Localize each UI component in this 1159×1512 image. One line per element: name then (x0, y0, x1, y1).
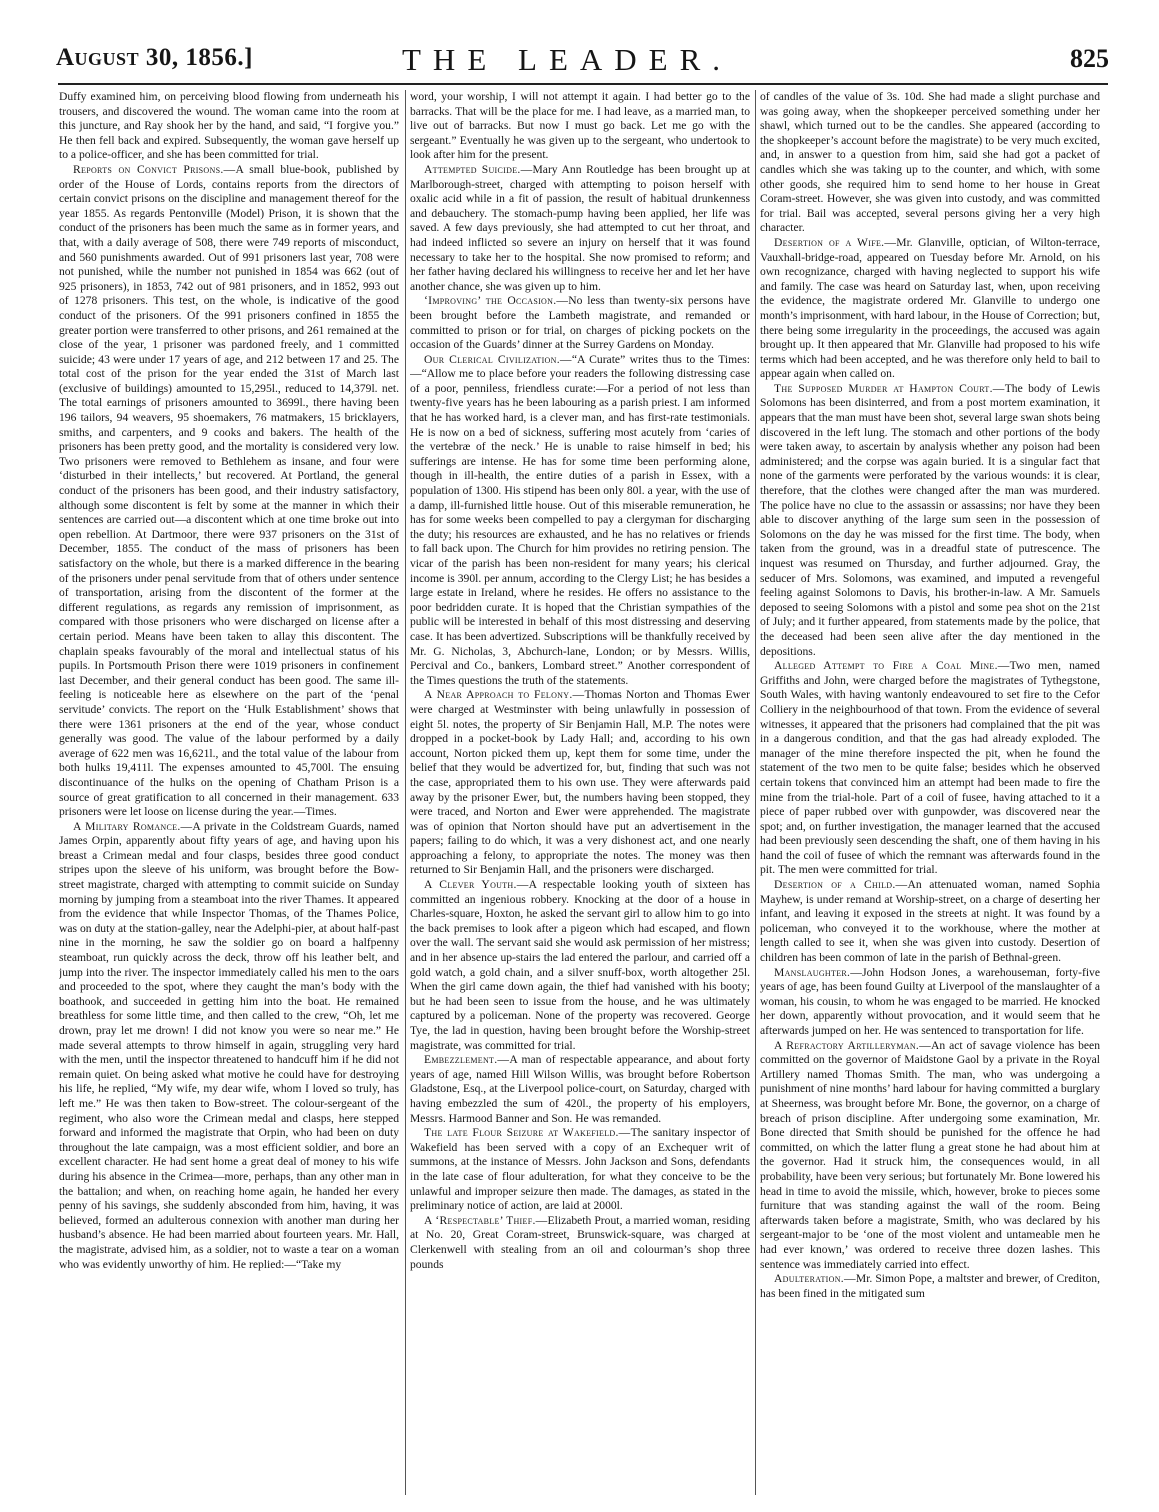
article-body: “A Curate” writes thus to the Times:—“Allow me to place before your readers the following distressing case of a poor, penniless, friendless curate:—For a period of not less than twenty-five years has he been labouring as a parish priest. I am informed that he has worked hard, is a clever man, and has first-rate testimonials. He is now on a bed of sickness, suffering most acutely from ‘caries of the vertebræ of the neck.’ He is unable to raise himself in bed; his sufferings are intense. He has for some time been performing alone, though in ill-health, the entire duties of a parish in Essex, with a population of 1300. His stipend has been only 80l. a year, with the use of a damp, ill-furnished little house. Out of this miserable remuneration, he has for some weeks been compelled to pay a clergyman for discharging the duty; his resources are exhausted, and he has no relatives or friends to fall back upon. The Church for him provides no retiring pension. The vicar of the parish has been non-resident for many years; his clerical income is 390l. per annum, according to the Clergy List; he has besides a large estate in Ireland, where he resides. He offers no assistance to the poor bedridden curate. It is hoped that the Christian sympathies of the public will be interested in behalf of this most distressing and deserving case. It has been advertized. Subscriptions will be thankfully received by Mr. G. Nicholas, 3, Abchurch-lane, London; or by Messrs. Willis, Percival and Co., bankers, Lombard street.” Another correspondent of the Times questions the truth of the statements. (410, 352, 750, 687)
article-paragraph (410, 1126, 750, 1214)
article-paragraph (760, 659, 1100, 878)
article-paragraph (410, 688, 750, 878)
article-heading: A Near Approach to Felony.— (424, 688, 585, 702)
article-body: An attenuated woman, named Sophia Mayhew, is under remand at Worship-street, on a charge of deserting her infant, and leaving it exposed in the streets at night. It was found by a policeman, who conveyed it to the workhouse, where the mother at length called to see it, when she was given into custody. Desertion of children has been common of late in the parish of Bethnal-green. (760, 878, 1100, 965)
article-body: A private in the Coldstream Guards, named James Orpin, apparently about fifty years of age, and having upon his breast a Crimean medal and four clasps, besides three good conduct stripes upon the sleeve of his uniform, was brought before the Bow-street magistrate, charged with attempting to commit suicide on Sunday morning by jumping from a steamboat into the river Thames. It appeared from the evidence that while Inspector Thomas, of the Thames Police, was on duty at the station-galley, near the Adelphi-pier, at about half-past nine in the morning, he saw the soldier go on board a halfpenny steamboat, run quickly across the deck, throw off his leather belt, and jump into the river. The inspector immediately called his men to the oars and proceeded to the spot, where they caught the man’s body with the boathook, and succeeded in getting him into the boat. He remained breathless for some little time, and then called to the crew, “Oh, let me drown, pray let me drown! I did not know you were so near me.” He made several attempts to throw himself in again, struggling very hard with the men, until the inspector threatened to handcuff him if he did not remain quiet. On being asked what motive he could have for destroying his life, he replied, “My wife, my dear wife, whom I loved so truly, has left me.” He was then taken to Bow-street. The colour-sergeant of the regiment, who also wore the Crimean medal and clasps, here stepped forward and informed the magistrate that Orpin, who had been on duty throughout the late campaign, was a most efficient soldier, and bore an excellent character. He had sent home a great deal of money to his wife during his absence in the Crimea—more, perhaps, than any other man in the battalion; and when, on reaching home again, he handed her every penny of his savings, she suddenly absconded from him, having, it was believed, formed an adulterous connexion with another man during her husband’s absence. He had been married about fourteen years. Mr. Hall, the magistrate, advised him, as a soldier, not to waste a tear on a woman who was evidently unworthy of him. He replied:—“Take my (59, 819, 399, 1271)
article-heading: A ‘Respectable’ Thief.— (424, 1213, 548, 1227)
article-body: No less than twenty-six persons have been brought before the Lambeth magistrate, and remanded or committed to prison or for trial, on charges of picking pockets on the occasion of the Guards’ dinner at the Surrey Gardens on Monday. (410, 294, 750, 352)
article-heading: The Supposed Murder at Hampton Court.— (774, 381, 1005, 395)
article-body: Thomas Norton and Thomas Ewer were charged at Westminster with being unlawfully in possession of eight 5l. notes, the property of Sir Benjamin Hall, M.P. The notes were dropped in a pocket-book by Lady Hall; and, according to his own account, Norton picked them up, kept them for some time, under the belief that they would be advertized for, but, finding that such was not the case, appropriated them to his own use. They were afterwards paid away by the prisoner Ewer, but, the numbers having been stopped, they were traced, and Norton and Ewer were apprehended. The magistrate was of opinion that Norton should have put an advertisement in the papers; failing to do which, it was a very dishonest act, and one nearly approaching a felony, to appropriate the notes. The money was then returned to Sir Benjamin Hall, and the prisoners were discharged. (410, 688, 750, 877)
article-heading: A Clever Youth.— (424, 878, 529, 892)
article-body: The sanitary inspector of Wakefield has been served with a copy of an Exchequer writ of summons, at the instance of Messrs. John Jackson and Sons, defendants in the late case of flour adulteration, for what they conceive to be the unlawful and improper seizure then made. The damages, as stated in the preliminary notice of action, are laid at 2000l. (410, 1126, 750, 1213)
article-paragraph (410, 90, 750, 163)
article-heading: The late Flour Seizure at Wakefield.— (424, 1126, 631, 1140)
article-heading: Reports on Convict Prisons.— (73, 162, 236, 176)
article-heading: A Military Romance.— (73, 819, 193, 833)
article-body: word, your worship, I will not attempt it again. I had better go to the barracks. That will be the place for me. I had leave, as a married man, to live out of barracks. But now I must go back. Let me go with the sergeant.” Eventually he was given up to the sergeant, who undertook to look after him for the present. (410, 90, 750, 162)
column-2 (410, 90, 750, 1495)
article-paragraph (59, 90, 399, 163)
issue-date: August 30, 1856.] (56, 44, 253, 71)
article-body: A man of respectable appearance, and about forty years of age, named Hill Wilson Willis, was brought before Robertson Gladstone, Esq., at the Liverpool police-court, on Saturday, charged with having embezzled the sum of 420l., the property of his employers, Messrs. Harmood Banner and Son. He was remanded. (410, 1053, 750, 1125)
article-paragraph (760, 878, 1100, 966)
article-body: The body of Lewis Solomons has been disinterred, and from a post mortem examination, it appears that the man must have been shot, several large swan shots being discovered in the left lung. The stomach and other portions of the body were taken away, to ascertain by analysis whether any poison had been administered; and the corpse was again buried. It is a singular fact that none of the garments were perforated by the various wounds: it is clear, therefore, that the clothes were changed after the man was murdered. The police have no clue to the assassin or assassins; nor have they been able to discover anything of the large sum seen in the possession of Solomons on the day he was missed for the first time. The body, when taken from the ground, was in a dreadful state of putrescence. The inquest was resumed on Thursday, and further adjourned. Gray, the seducer of Mrs. Solomons, was examined, and imputed a revengeful feeling against Solomons to Davis, his brother-in-law. A Mr. Samuels deposed to seeing Solomons with a pistol and some pea shot on the 21st of July; and it further appeared, from statements made by the police, that the deceased had been seen alive after the day mentioned in the depositions. (760, 381, 1100, 658)
page-header (0, 0, 1159, 86)
article-body: Mr. Glanville, optician, of Wilton-terrace, Vauxhall-bridge-road, appeared on Tuesday before Mr. Arnold, on his own recognizance, charged with having neglected to support his wife and family. The case was heard on Saturday last, when, upon receiving the evidence, the magistrate ordered Mr. Glanville to undergo one month’s imprisonment, with hard labour, in the House of Correction; but, there being some irregularity in the proceedings, the accused was again brought up. It then appeared that Mr. Glanville had proposed to his wife terms which had been accepted, and he was therefore only held to bail to appear again when called on. (760, 235, 1100, 381)
article-paragraph (760, 236, 1100, 382)
header-rule (58, 83, 1108, 85)
article-paragraph (59, 163, 399, 820)
article-body: Duffy examined him, on perceiving blood flowing from underneath his trousers, and discovered the wound. The woman came into the room at this juncture, and Ray shook her by the hand, and said, “I forgive you.” He then fell back and expired. Subsequently, the woman gave herself up to a police-officer, and she has been committed for trial. (59, 90, 399, 162)
article-body: John Hodson Jones, a warehouseman, forty-five years of age, has been found Guilty at Liverpool of the manslaughter of a woman, his cousin, to whom he was engaged to be married. He knocked her down, apparently without provocation, and it would seem that he afterwards jumped on her. He was sentenced to transportation for life. (760, 965, 1100, 1037)
article-body: Elizabeth Prout, a married woman, residing at No. 20, Great Coram-street, Brunswick-square, was charged at Clerkenwell with stealing from an oil and colourman’s shop three pounds (410, 1213, 750, 1271)
article-heading: Adulteration.— (774, 1272, 856, 1286)
article-heading: Manslaughter.— (774, 965, 863, 979)
article-heading: Embezzlement.— (424, 1053, 510, 1067)
column-divider (405, 90, 406, 1495)
column-3 (760, 90, 1100, 1495)
article-heading: Desertion of a Child.— (774, 878, 908, 892)
article-body: A small blue-book, published by order of the House of Lords, contains reports from the directors of certain convict prisons on the discipline and management thereof for the year 1855. As regards Pentonville (Model) Prison, it is shown that the conduct of the prisoners has been much the same as in former years, and that, with a daily average of 508, there were 749 reports of misconduct, and 560 punishments awarded. Out of 991 prisoners last year, 708 were not punished, while the number not punished in 1854 was 662 (out of 925 prisoners), in 1853, 742 out of 981 prisoners, and in 1852, 993 out of 1278 prisoners. This test, on the whole, is indicative of the good conduct of the prisoners. Of the 991 prisoners confined in 1855 the greater portion were transferred to other prisons, and 261 remained at the close of the year, 1 prisoner was pardoned freely, and 1 committed suicide; 43 were under 17 years of age, and 212 between 17 and 25. The total cost of the prison for the year ended the 31st of March last (exclusive of buildings) amounted to 15,295l., reduced to 14,379l. net. The total earnings of prisoners amounted to 3699l., there having been 196 tailors, 94 weavers, 95 shoemakers, 76 matmakers, 15 bricklayers, smiths, and carpenters, and 9 cooks and bakers. The health of the prisoners has been pretty good, and the mortality is considered very low. Two prisoners were removed to Bethlehem as insane, and four were ‘disturbed in their intellects,’ but recovered. At Portland, the general conduct of the prisoners has been good, and their industry satisfactory, although some discontent is felt by some at the manner in which their sentences are carried out—a discontent which at one time broke out into open rebellion. At Dartmoor, there were 937 prisoners on the 31st of December, 1855. The conduct of the mass of prisoners has been satisfactory on the whole, but there is a marked difference in the bearing of the prisoners under penal servitude from that of others under sentence of transportation, arising from the discontent of the former at the different regulations, as regards any remission of imprisonment, as compared with those prisoners who were discharged on license after a certain period. Means have been taken to allay this discontent. The chaplain speaks favourably of the moral and intellectual status of his pupils. In Portsmouth Prison there were 1019 prisoners in confinement last December, and their general conduct has been good. The same ill-feeling is noticeable here as elsewhere on the part of the ‘penal servitude’ convicts. The report on the ‘Hulk Establishment’ shows that there were 1361 prisoners at the end of the year, whose conduct generally was good. The value of the labour performed by a daily average of 622 men was 16,621l., and the total value of the labour from both hulks 19,411l. The expenses amounted to 45,700l. The ensuing discontinuance of the hulks on the opening of Chatham Prison is a source of great gratification to all concerned in their management. 633 prisoners were let loose on license during the year.—Times. (59, 162, 399, 819)
masthead-title: THE LEADER. (402, 42, 733, 77)
article-heading: Desertion of a Wife.— (774, 235, 897, 249)
article-body: of candles of the value of 3s. 10d. She had made a slight purchase and was going away, when the shopkeeper perceived something under her shawl, which turned out to be the candles. She appeared (according to the shopkeeper’s account before the magistrate) to be very much excited, and, in answer to a question from him, said she had got a packet of candles which she was taking up to the counter, and which, with some other goods, she required him to send home to her house in Great Coram-street. However, she was given into custody, and was committed for trial. Bail was accepted, several persons giving her a very high character. (760, 90, 1100, 235)
article-paragraph (760, 966, 1100, 1039)
article-paragraph (410, 1053, 750, 1126)
article-body: A respectable looking youth of sixteen has committed an ingenious robbery. Knocking at the door of a house in Charles-square, Hoxton, he asked the servant girl to allow him to go into the back premises to look after a pigeon which had escaped, and flown over the wall. The servant said she would ask permission of her mistress; and in her absence up-stairs the lad entered the parlour, and carried off a gold watch, a gold chain, and a silver snuff-box, worth altogether 25l. When the girl came down again, the thief had vanished with his booty; but he had been seen to issue from the house, and he was ultimately captured by a policeman. None of the property was recovered. George Tye, the lad in question, having been brought before the Worship-street magistrate, was committed for trial. (410, 878, 750, 1052)
column-divider (755, 90, 756, 1495)
article-paragraph (760, 1039, 1100, 1273)
article-heading: Alleged Attempt to Fire a Coal Mine.— (774, 659, 1010, 673)
article-paragraph (59, 820, 399, 1272)
article-paragraph (410, 1214, 750, 1272)
article-body: Two men, named Griffiths and John, were charged before the magistrates of Tythegstone, South Wales, with having wantonly endeavoured to set fire to the Cefor Colliery in the neighbourhood of that town. From the evidence of several witnesses, it appeared that the prisoners had complained that the pit was in a dangerous condition, and that the gas had already exploded. The manager of the mine therefore inspected the pit, when he found the statement of the two men to be quite false; besides which he observed certain tokens that convinced him an attempt had been made to fire the mine from the trial-hole. Part of a coil of fusee, having attached to it a piece of paper rubbed over with gunpowder, was discovered near the spot; and, on further investigation, the manager learned that the accused had been previously seen descending the shaft, one of them having in his hand the coil of fusee of which the remnant was afterwards found in the pit. The men were committed for trial. (760, 659, 1100, 877)
article-paragraph (760, 1272, 1100, 1301)
article-body: Mr. Simon Pope, a maltster and brewer, of Crediton, has been fined in the mitigated sum (760, 1272, 1100, 1300)
column-1 (59, 90, 399, 1495)
article-paragraph (410, 163, 750, 294)
article-heading: ‘Improving’ the Occasion.— (424, 294, 569, 308)
article-body: An act of savage violence has been committed on the governor of Maidstone Gaol by a private in the Royal Artillery named Thomas Smith. The man, who was undergoing a punishment of nine months’ hard labour for having committed a burglary at Sheerness, was brought before Mr. Bone, the governor, on a charge of breach of prison discipline. After undergoing some examination, Mr. Bone directed that Smith should be punished for the offence he had committed, on which the latter flung a great stone he had about him at the governor. Had it struck him, the consequences would, in all probability, have been very serious; but fortunately Mr. Bone lowered his head in time to avoid the missile, which, however, broke to pieces some furniture that was standing against the wall of the room. Being afterwards taken before a magistrate, Smith, who was declared by his sergeant-major to be ‘one of the most violent and untameable men he had ever known,’ was ordered to receive three dozen lashes. This sentence was immediately carried into effect. (760, 1038, 1100, 1271)
article-paragraph (760, 382, 1100, 659)
article-heading: Our Clerical Civilization.— (424, 352, 572, 366)
article-heading: A Refractory Artilleryman.— (774, 1038, 932, 1052)
article-paragraph (410, 878, 750, 1053)
article-paragraph (410, 353, 750, 689)
article-heading: Attempted Suicide.— (424, 162, 533, 176)
article-body: Mary Ann Routledge has been brought up at Marlborough-street, charged with attempting to poison herself with oxalic acid while in a fit of passion, the result of habitual drunkenness and debauchery. The stomach-pump having been applied, her life was saved. A few days previously, she had attempted to cut her throat, and had indeed inflicted so severe an injury on herself that it was found necessary to take her to the hospital. She now promised to reform; and her father having declared his willingness to receive her and let her have another chance, she was given up to him. (410, 162, 750, 293)
article-paragraph (760, 90, 1100, 236)
page-number: 825 (1070, 44, 1109, 73)
article-paragraph (410, 294, 750, 352)
